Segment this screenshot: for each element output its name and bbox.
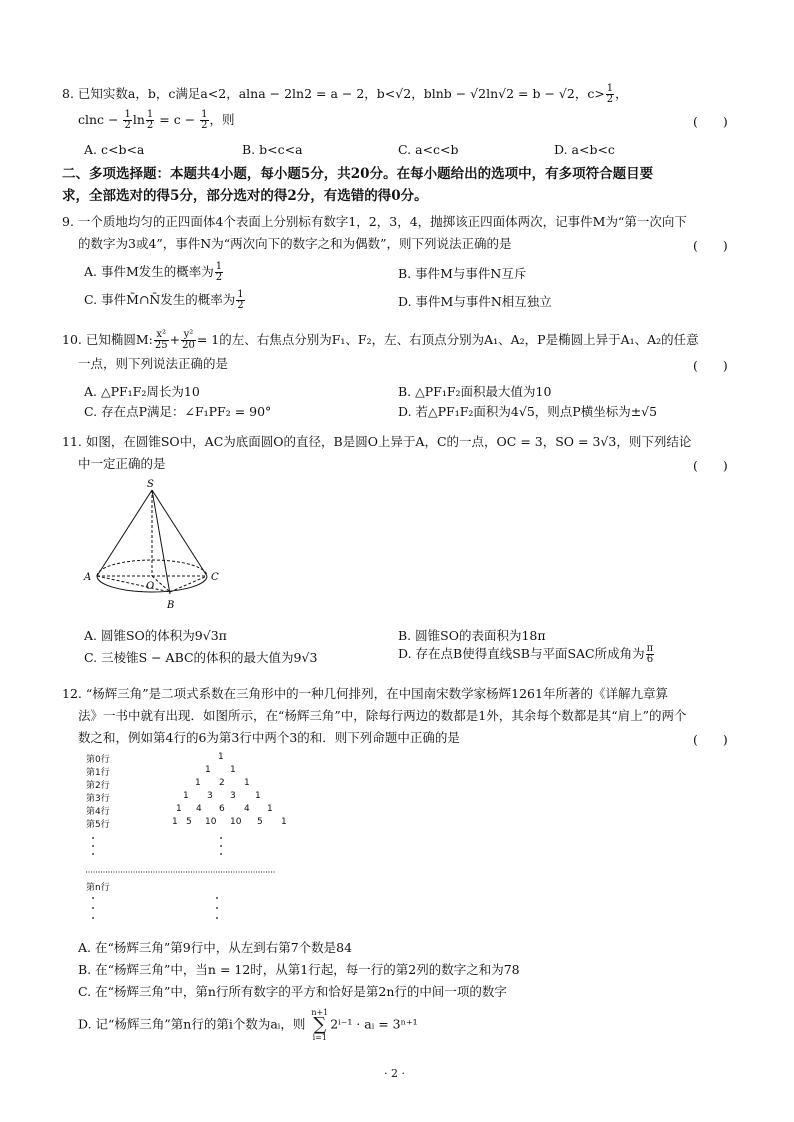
q11-fraction-pi-6: $\frac{\pi}{6}$ bbox=[646, 643, 654, 665]
q10-line2: 一点，则下列说法正确的是 bbox=[78, 356, 229, 371]
tri-r4-c3: 4 bbox=[244, 804, 250, 814]
q10-answer-paren: ( ) bbox=[693, 358, 728, 373]
q12-option-b: B. 在“杨辉三角”中，当n = 12时，从第1行起，每一行的第2列的数字之和为78 bbox=[78, 962, 520, 977]
row-label-4: 第4行 bbox=[86, 807, 110, 817]
tri-r5-c1: 5 bbox=[186, 817, 192, 827]
q8-fraction-half: $\frac{1}{2}$ bbox=[606, 83, 614, 105]
section2-heading-line1: 二、多项选择题：本题共4小题，每小题5分，共20分。在每小题给出的选项中，有多项符合题目要 bbox=[62, 166, 654, 182]
cone-edge-sa bbox=[97, 490, 152, 576]
label-a: A bbox=[84, 572, 92, 583]
tri-r0-c0: 1 bbox=[218, 752, 224, 762]
tri-r5-c0: 1 bbox=[172, 817, 178, 827]
cone-diagram bbox=[80, 476, 240, 616]
q9-line1: 9. 一个质地均匀的正四面体4个表面上分别标有数字1，2，3，4，抛掷该正四面体两次，记事件M为“第一次向下 bbox=[62, 214, 687, 229]
tri-r4-c4: 1 bbox=[267, 804, 273, 814]
row-label-3: 第3行 bbox=[86, 794, 110, 804]
q12-option-d: D. 记“杨辉三角”第n行的第i个数为aᵢ，则 n+1 ∑ i=1 2ⁱ⁻¹ · aᵢ = 3ⁿ⁺¹ bbox=[78, 1008, 418, 1042]
q8-fraction-half-2: $\frac{1}{2}$ bbox=[124, 109, 131, 131]
q8-option-c: C. a<c<b bbox=[398, 142, 459, 157]
q12-option-a: A. 在“杨辉三角”第9行中，从左到右第7个数是84 bbox=[78, 940, 353, 955]
label-s: S bbox=[147, 479, 154, 490]
q8-line2: clnc − $\frac{1}{2}$ ln $\frac{1}{2}$ = c − $\frac{1}{2}$ ，则 bbox=[78, 109, 235, 131]
cone-edge-sc bbox=[152, 490, 207, 576]
q12-line2: 法》一书中就有出现．如图所示，在“杨辉三角”中，除每行两边的数都是1外，其余每个数都是其“肩上”的两个 bbox=[78, 708, 687, 723]
q9-option-c: C. 事件M̄∩N̄发生的概率为 $\frac{1}{2}$ bbox=[84, 289, 244, 311]
tri-r4-c1: 4 bbox=[196, 804, 202, 814]
tri-r4-c0: 1 bbox=[176, 804, 182, 814]
q8-option-b: B. b<c<a bbox=[242, 142, 303, 157]
q12-line1: 12. “杨辉三角”是二项式系数在三角形中的一种几何排列，在中国南宋数学家杨辉1261年所著的《详解九章算 bbox=[62, 686, 668, 701]
summation-symbol: n+1 ∑ i=1 bbox=[311, 1008, 329, 1042]
tri-r2-c0: 1 bbox=[195, 778, 201, 788]
q9-answer-paren: ( ) bbox=[693, 238, 728, 253]
tri-r3-c3: 1 bbox=[255, 791, 261, 801]
q11-answer-paren: ( ) bbox=[693, 458, 728, 473]
q8-fraction-half-4: $\frac{1}{2}$ bbox=[201, 109, 208, 131]
tri-r1-c1: 1 bbox=[230, 765, 236, 775]
row-label-2: 第2行 bbox=[86, 781, 110, 791]
q8-stem: 8. 已知实数a，b，c满足a<2，alna − 2ln2 = a − 2，b<√2，blnb − √2ln√2 = b − √2，c> bbox=[62, 86, 605, 101]
row-label-0: 第0行 bbox=[86, 755, 110, 765]
q11-line1: 11. 如图，在圆锥SO中，AC为底面圆O的直径，B是圆O上异于A，C的一点，OC = 3，SO = 3√3，则下列结论 bbox=[62, 434, 692, 449]
q11-line2: 中一定正确的是 bbox=[78, 456, 166, 471]
q8-option-a: A. c<b<a bbox=[84, 142, 145, 157]
q8-option-d: D. a<b<c bbox=[554, 142, 615, 157]
tri-r5-c3: 10 bbox=[230, 817, 242, 827]
q10-option-c: C. 存在点P满足：∠F₁PF₂ = 90° bbox=[84, 404, 272, 419]
q10-option-d: D. 若△PF₁F₂面积为4√5，则点P横坐标为±√5 bbox=[398, 404, 658, 419]
row-label-5: 第5行 bbox=[86, 820, 110, 830]
label-b: B bbox=[167, 600, 175, 611]
section2-heading-line2: 求，全部选对的得5分，部分选对的得2分，有选错的得0分。 bbox=[62, 188, 428, 204]
tri-r2-c2: 1 bbox=[244, 778, 250, 788]
q9-option-b: B. 事件M与事件N互斥 bbox=[398, 266, 527, 281]
tri-r5-c4: 5 bbox=[257, 817, 263, 827]
tri-r5-c2: 10 bbox=[205, 817, 217, 827]
q12-line3: 数之和，例如第4行的6为第3行中两个3的和．则下列命题中正确的是 bbox=[78, 730, 460, 745]
q11-option-a: A. 圆锥SO的体积为9√3π bbox=[84, 628, 227, 643]
page-number: · 2 · bbox=[384, 1067, 405, 1080]
tri-r3-c2: 3 bbox=[230, 791, 236, 801]
tri-r2-c1: 2 bbox=[219, 778, 225, 788]
q12-option-c: C. 在“杨辉三角”中，第n行所有数字的平方和恰好是第2n行的中间一项的数字 bbox=[78, 984, 507, 999]
label-c: C bbox=[211, 572, 219, 583]
chord-bc bbox=[170, 576, 207, 592]
cone-edge-sb bbox=[152, 490, 170, 594]
q10-option-b: B. △PF₁F₂面积最大值为10 bbox=[398, 384, 552, 399]
q8-fraction-half-3: $\frac{1}{2}$ bbox=[146, 109, 154, 131]
row-label-n: 第n行 bbox=[86, 883, 110, 893]
q10-fraction-x: $\frac{\text{x²}}{25}$ bbox=[154, 329, 168, 351]
q9-line2: 的数字为3或4”，事件N为“两次向下的数字之和为偶数”，则下列说法正确的是 bbox=[78, 236, 512, 251]
q12-answer-paren: ( ) bbox=[693, 732, 728, 747]
chord-ab bbox=[97, 576, 170, 592]
q10-option-a: A. △PF₁F₂周长为10 bbox=[84, 384, 200, 399]
q11-option-c: C. 三棱锥S − ABC的体积的最大值为9√3 bbox=[84, 650, 318, 665]
tri-r4-c2: 6 bbox=[219, 804, 225, 814]
q8-line1: 8. 已知实数a，b，c满足a<2，alna − 2ln2 = a − 2，b<√2，blnb − √2ln√2 = b − √2，c> $\frac{1}{2}$ ， bbox=[62, 83, 628, 105]
q11-option-d: D. 存在点B使得直线SB与平面SAC所成角为 $\frac{\pi}{6}$ bbox=[398, 643, 654, 665]
triangle-ellipsis-and-divider bbox=[84, 832, 284, 932]
tri-r5-c5: 1 bbox=[281, 817, 287, 827]
tri-r1-c0: 1 bbox=[205, 765, 211, 775]
q9-option-d: D. 事件M与事件N相互独立 bbox=[398, 294, 552, 309]
tri-r3-c0: 1 bbox=[183, 791, 189, 801]
q10-fraction-y: $\frac{\text{y²}}{20}$ bbox=[182, 329, 195, 351]
q10-line1: 10. 已知椭圆M: $\frac{\text{x²}}{25}$ + $\frac{\text{y²}}{20}$ = 1的左、右焦点分别为F₁、F₂，左、右顶点分别为A₁、A₂，P是椭圆上异于A₁、A₂的任意 bbox=[62, 329, 699, 351]
q8-answer-paren: ( ) bbox=[693, 114, 728, 129]
tri-r3-c1: 3 bbox=[207, 791, 213, 801]
q11-option-b: B. 圆锥SO的表面积为18π bbox=[398, 628, 546, 643]
q9-option-a: A. 事件M发生的概率为 $\frac{1}{2}$ bbox=[84, 261, 223, 283]
label-o: O bbox=[146, 581, 155, 592]
row-label-1: 第1行 bbox=[86, 768, 110, 778]
